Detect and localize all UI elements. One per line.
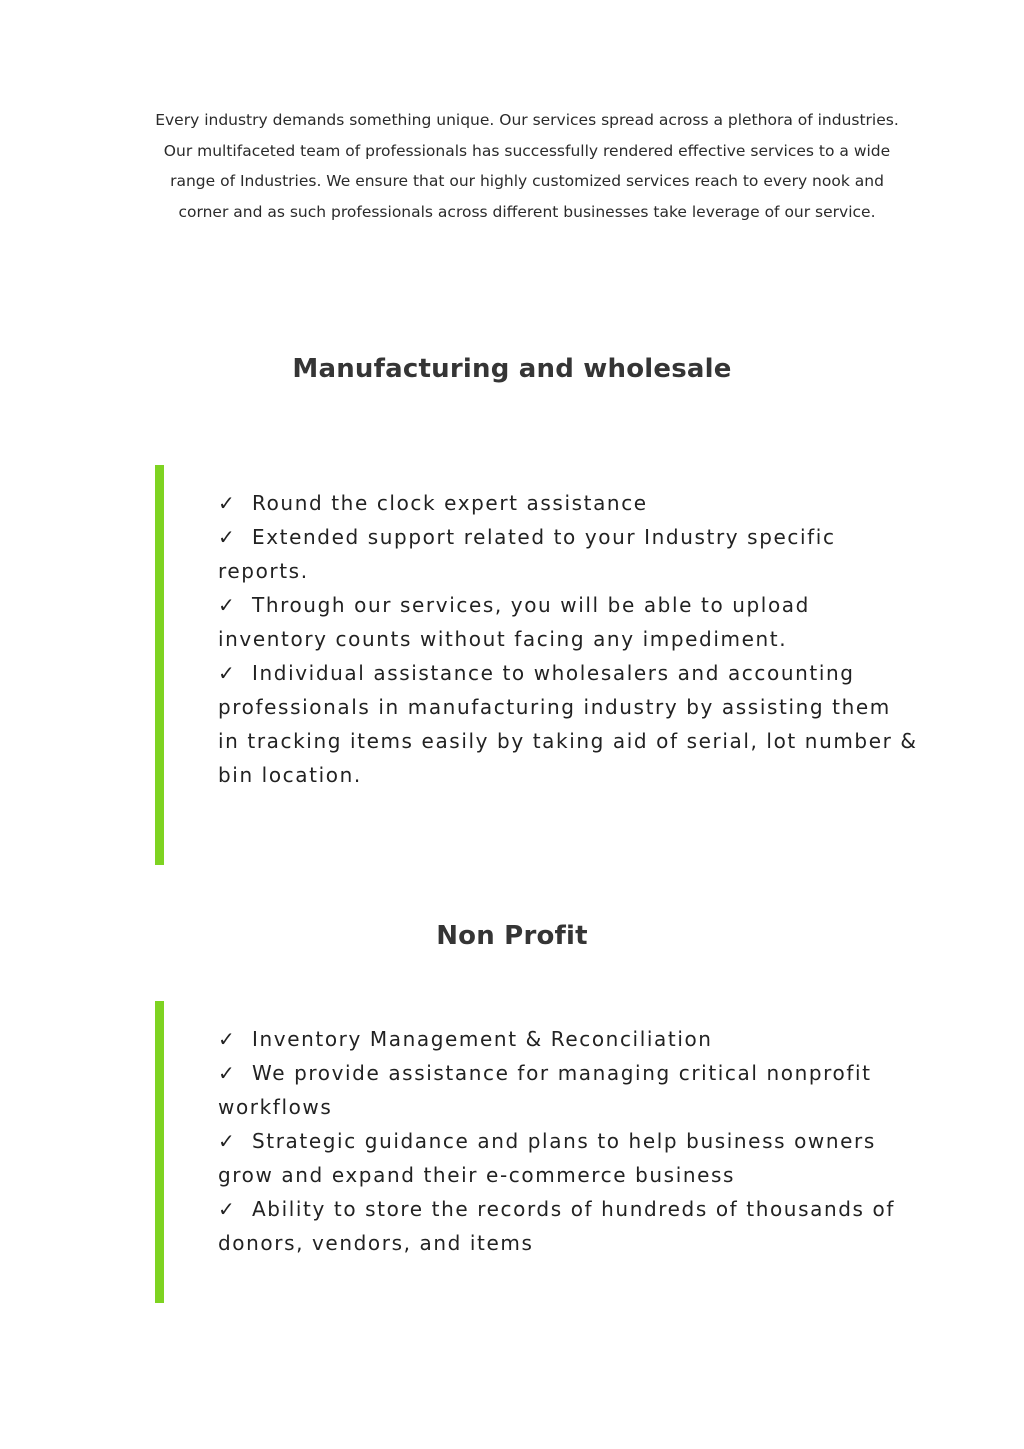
check-icon: ✓ [218,525,235,549]
section-title-non-profit: Non Profit [436,921,588,951]
list-item-text: Through our services, you will be able to upload inventory counts without facing any impediment. [218,593,810,651]
list-item-text: Extended support related to your Industry specific reports. [218,525,836,583]
list-item-text: Round the clock expert assistance [252,491,648,515]
list-item-text: Strategic guidance and plans to help business owners grow and expand their e-commerce business [218,1129,876,1187]
check-icon: ✓ [218,593,235,617]
non-profit-list [218,1022,918,1260]
accent-bar [155,465,164,865]
list-item [218,656,918,792]
list-item [218,520,918,588]
check-icon: ✓ [218,1129,235,1153]
check-icon: ✓ [218,1061,235,1085]
list-item-text: Ability to store the records of hundreds of thousands of donors, vendors, and items [218,1197,895,1255]
list-item [218,486,918,520]
list-item [218,1192,918,1260]
list-item [218,1124,918,1192]
intro-paragraph: Every industry demands something unique. Our services spread across a plethora of industries. Our multifaceted team of professionals has successfully rendered effective services to a wide range of Industries. We ensure that our highly customized services reach to every nook and corner and as such professionals across different businesses take leverage of our service. [155,111,899,221]
list-item [218,1022,918,1056]
list-item [218,588,918,656]
check-icon: ✓ [218,661,235,685]
list-item-text: We provide assistance for managing critical nonprofit workflows [218,1061,872,1119]
check-icon: ✓ [218,1197,235,1221]
section-title-manufacturing: Manufacturing and wholesale [292,354,732,384]
manufacturing-list [218,486,918,792]
list-item-text: Inventory Management & Reconciliation [252,1027,713,1051]
check-icon: ✓ [218,491,235,515]
check-icon: ✓ [218,1027,235,1051]
list-item-text: Individual assistance to wholesalers and accounting professionals in manufacturing industry by assisting them in tracking items easily by taking aid of serial, lot number & bin location. [218,661,918,787]
list-item [218,1056,918,1124]
accent-bar [155,1001,164,1303]
